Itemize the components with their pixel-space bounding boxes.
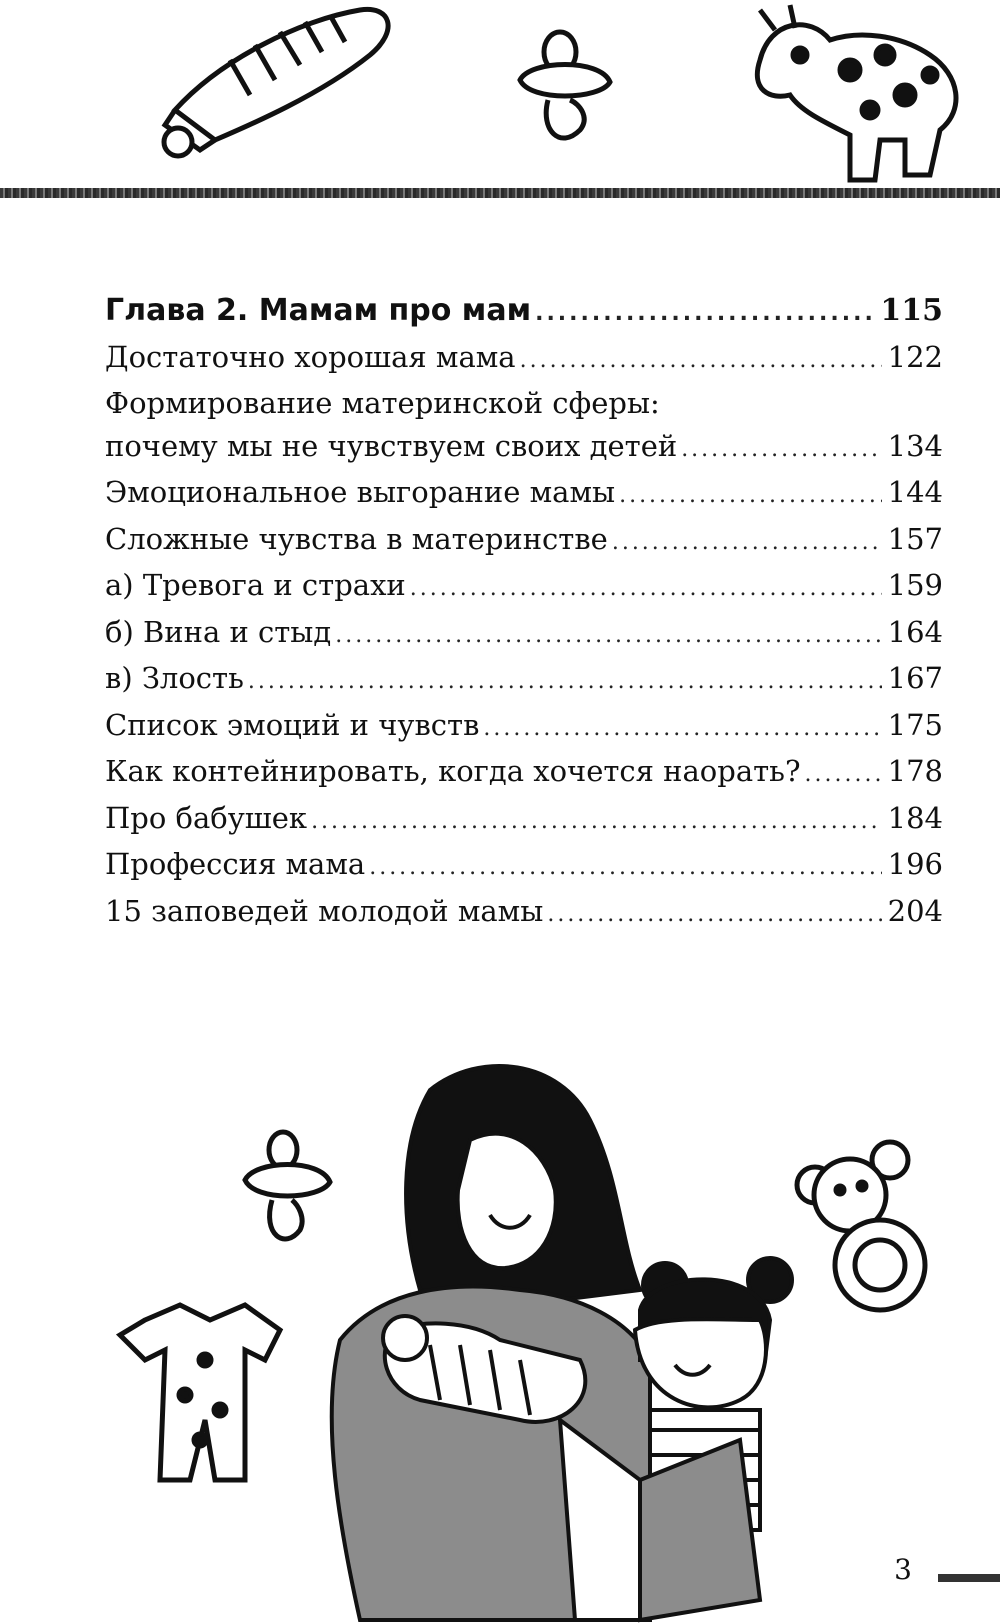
toc-chapter-heading[interactable] <box>105 290 943 336</box>
toc-entry-title: Про бабушек <box>105 800 308 835</box>
toc-entry-page: 122 <box>887 339 943 374</box>
toc-entry[interactable] <box>105 564 943 611</box>
toc-entry-page: 159 <box>887 568 943 602</box>
baby-romper-icon <box>120 1305 280 1480</box>
table-of-contents <box>105 290 943 936</box>
toc-entry[interactable] <box>105 797 943 844</box>
dot-leader <box>311 801 882 844</box>
toc-entry-page: 178 <box>887 754 943 788</box>
toc-entry[interactable] <box>105 611 943 658</box>
dot-leader <box>410 568 882 611</box>
dot-leader <box>520 340 882 383</box>
teddy-rattle-icon <box>797 1142 925 1310</box>
toc-entry-title: Список эмоций и чувств <box>105 707 480 742</box>
toy-horse-icon <box>757 5 956 180</box>
dot-leader <box>369 847 881 890</box>
pacifier-icon <box>520 32 610 138</box>
toc-entry-page: 204 <box>887 893 943 928</box>
toc-entry-title: Формирование материнской сферы: <box>105 386 660 420</box>
toc-entry-page: 184 <box>887 800 943 835</box>
toc-entry[interactable] <box>105 336 943 383</box>
toc-entry-page: 167 <box>887 661 943 695</box>
toc-entry-page: 196 <box>887 847 943 881</box>
dot-leader <box>535 293 874 336</box>
toc-entry-title: Сложные чувства в материнстве <box>105 521 608 556</box>
dot-leader <box>483 708 881 751</box>
dot-leader <box>619 475 882 518</box>
toc-entry-title: б) Вина и стыд <box>105 614 332 649</box>
dot-leader <box>805 754 882 797</box>
toc-entry-title: а) Тревога и страхи <box>105 568 406 602</box>
top-rule <box>0 188 1000 198</box>
toc-entry-page: 134 <box>887 428 943 463</box>
toc-entry-page: 164 <box>887 614 943 649</box>
toc-entry-title: почему мы не чувствуем своих детей <box>105 428 678 463</box>
dot-leader <box>335 615 881 658</box>
toc-entry[interactable] <box>105 750 943 797</box>
bottom-illustration <box>0 1050 1000 1623</box>
toc-entry-page: 115 <box>880 293 943 328</box>
toc-entry[interactable] <box>105 382 943 425</box>
toc-entry[interactable] <box>105 890 943 937</box>
dot-leader <box>248 661 882 704</box>
top-illustration <box>0 0 1000 190</box>
dot-leader <box>612 522 882 565</box>
toc-entry-title: Глава 2. Мамам про мам <box>105 293 532 328</box>
toc-entry-title: в) Злость <box>105 661 244 695</box>
toc-entry[interactable] <box>105 843 943 890</box>
dot-leader <box>681 429 881 472</box>
toc-entry[interactable] <box>105 518 943 565</box>
page-tab-marker <box>938 1574 1000 1582</box>
pacifier-icon <box>245 1132 330 1239</box>
toc-entry-title: 15 заповедей молодой мамы <box>105 893 544 928</box>
toc-entry-page: 157 <box>887 521 943 556</box>
dot-leader <box>547 894 881 937</box>
toc-entry[interactable] <box>105 657 943 704</box>
toc-entry-title: Как контейнировать, когда хочется наорать? <box>105 754 801 788</box>
baby-bottle-icon <box>164 9 388 156</box>
toc-entry-title: Эмоциональное выгорание мамы <box>105 475 616 509</box>
toc-entry-title: Достаточно хорошая мама <box>105 339 516 374</box>
toc-entry-page: 175 <box>887 707 943 742</box>
toc-entry[interactable] <box>105 425 943 472</box>
page-number: 3 <box>894 1553 912 1586</box>
toc-entry[interactable] <box>105 704 943 751</box>
toc-entry-page: 144 <box>887 475 943 509</box>
toc-entry-title: Профессия мама <box>105 847 366 881</box>
toc-entry[interactable] <box>105 471 943 518</box>
